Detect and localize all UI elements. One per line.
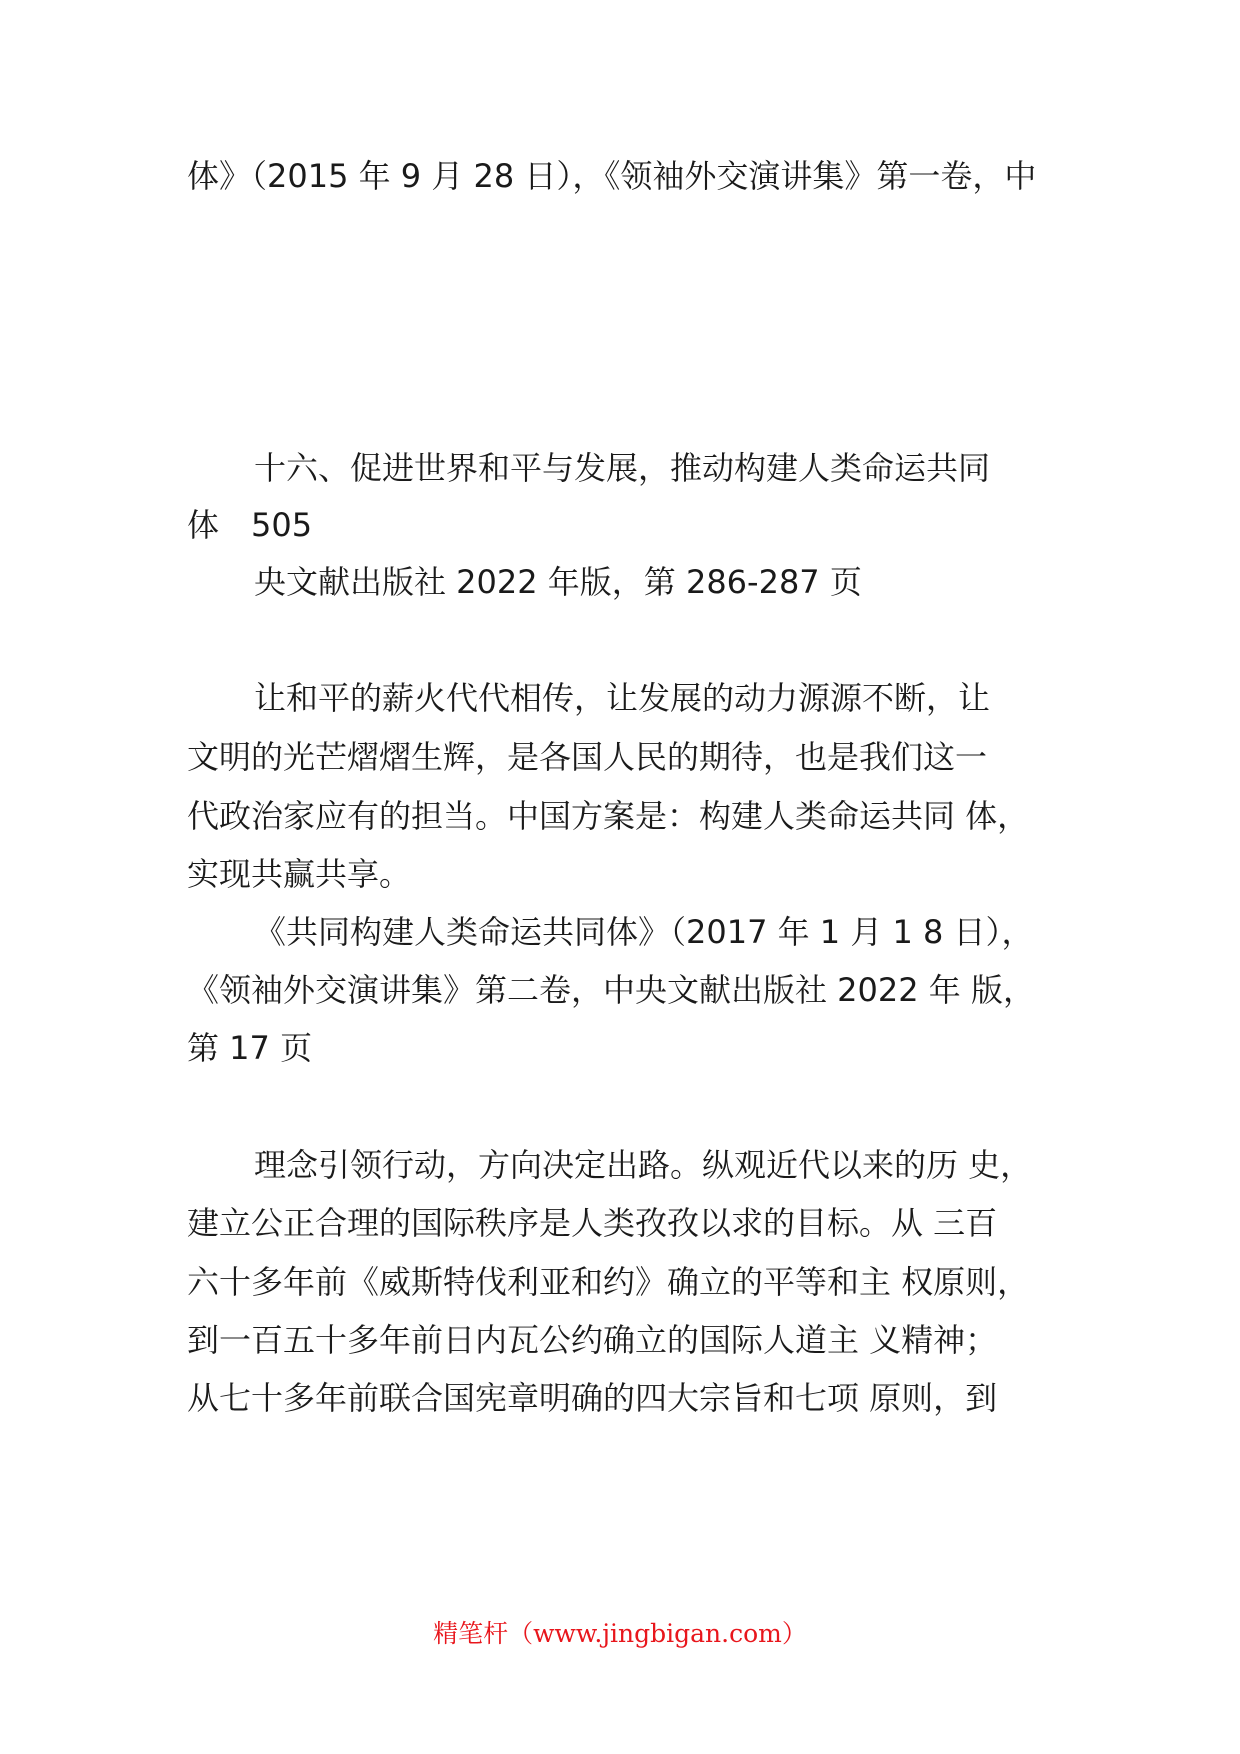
section-heading-line: 十六、促进世界和平与发展，推动构建人类命运共同 xyxy=(254,449,991,487)
citation-2-line-1: 《共同构建人类命运共同体》（2017 年 1 月 1 8 日）， xyxy=(254,913,1034,951)
section-heading-page-number: 体 505 xyxy=(187,506,313,544)
paragraph-1-line-4: 实现共赢共享。 xyxy=(187,855,412,893)
paragraph-1-line-1: 让和平的薪火代代相传，让发展的动力源源不断，让 xyxy=(254,679,991,717)
paragraph-1-line-3: 代政治家应有的担当。中国方案是：构建人类命运共同 体， xyxy=(187,797,1030,835)
citation-2-line-3: 第 17 页 xyxy=(187,1029,313,1067)
citation-2-line-2: 《领袖外交演讲集》第二卷，中央文献出版社 2022 年 版， xyxy=(187,971,1035,1009)
paragraph-2-line-5: 从七十多年前联合国宪章明确的四大宗旨和七项 原则，到 xyxy=(187,1379,998,1417)
citation-line: 央文献出版社 2022 年版，第 286-287 页 xyxy=(254,563,862,601)
text-line-1: 体》（2015 年 9 月 28 日），《领袖外交演讲集》第一卷，中 xyxy=(187,157,1037,195)
paragraph-2-line-2: 建立公正合理的国际秩序是人类孜孜以求的目标。从 三百 xyxy=(187,1204,998,1242)
paragraph-1-line-2: 文明的光芒熠熠生辉，是各国人民的期待，也是我们这一 xyxy=(187,738,988,776)
footer-watermark: 精笔杆（www.jingbigan.com） xyxy=(433,1619,807,1648)
paragraph-2-line-1: 理念引领行动，方向决定出路。纵观近代以来的历 史， xyxy=(254,1146,1033,1184)
paragraph-2-line-4: 到一百五十多年前日内瓦公约确立的国际人道主 义精神； xyxy=(187,1321,998,1359)
paragraph-2-line-3: 六十多年前《威斯特伐利亚和约》确立的平等和主 权原则， xyxy=(187,1263,1030,1301)
